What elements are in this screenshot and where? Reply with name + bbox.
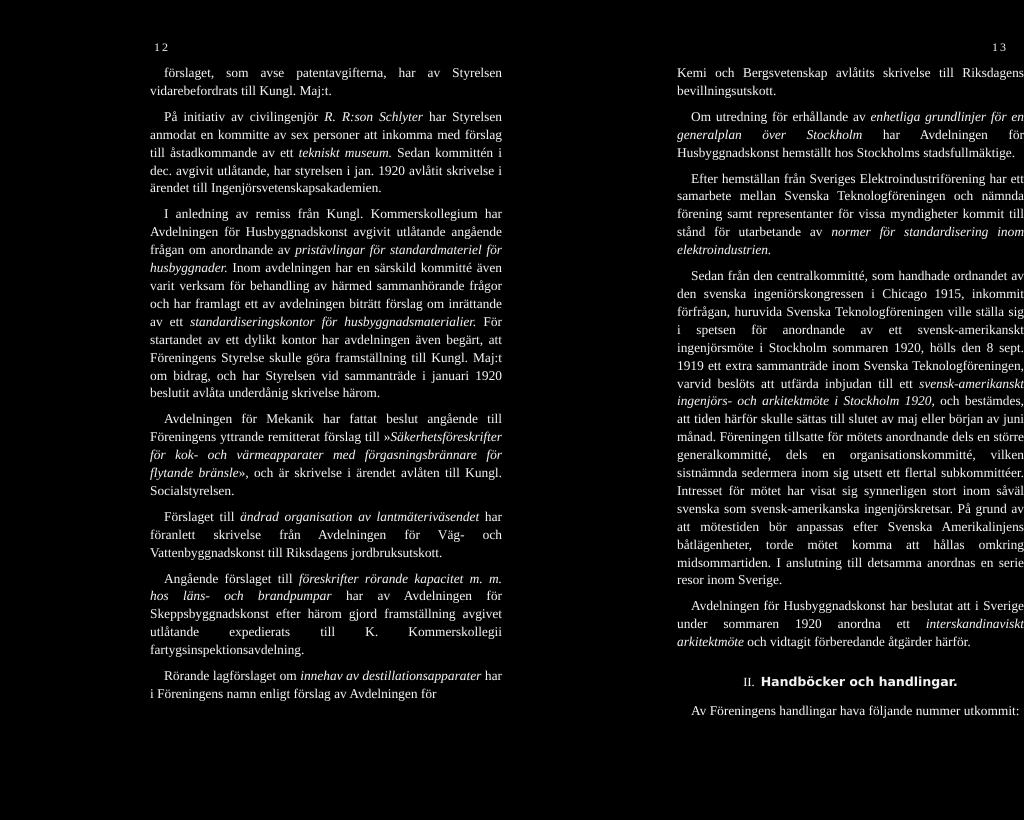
text-run: har av Avdelningen för Skeppsbyggnadskonst efter härom gjord framställning avgivet utlåtande expedierats till K. Kommerskollegii fartygsinspektionsavdelning. (150, 588, 502, 658)
page-number: 12 (154, 40, 170, 54)
text-run: I anledning av remiss från Kungl. Kommerskollegium har Avdelningen för Husbyggnadskonst avgivit utlåtande angående frågan om anordnande av (150, 206, 502, 258)
section-title: Handböcker och handlingar. (760, 674, 958, 690)
text-run: Avdelningen för Mekanik har fattat beslut angående till Föreningens yttrande remitterat förslag till » (150, 411, 502, 445)
italic-phrase: svensk-amerikanskt ingenjörs- och arkitektmöte i Stockholm 1920 (677, 375, 1024, 409)
text-run: förslaget, som avse patentavgifterna, har av Styrelsen vidarebefordrats till Kungl. Maj:t. (150, 65, 502, 98)
italic-phrase: pristävlingar för standardmateriel för husbyggnader. (150, 242, 502, 276)
paragraph (150, 108, 502, 198)
text-run: Efter hemställan från Sveriges Elektroindustriförening har ett samarbete mellan Svenska Teknologföreningen och nämnda förening samt representanter för vissa myndigheter kommit till stånd för utarbetande av (677, 170, 1024, 240)
paragraph (150, 205, 502, 402)
paragraph (150, 64, 502, 100)
page-number: 13 (992, 40, 1008, 54)
paragraph (677, 267, 1024, 589)
paragraph (677, 597, 1024, 651)
italic-phrase: normer för standardisering inom elektroindustrien. (677, 224, 1024, 258)
text-run: och vidtagit förberedande åtgärder härför. (743, 634, 971, 650)
text-run: Förslaget till (164, 508, 241, 524)
italic-phrase: Säkerhetsföreskrifter för kok- och värmeapparater med förgasningsbrännare för flytande bränsle (150, 429, 502, 481)
section-heading (677, 673, 1024, 692)
text-run: För startandet av ett dylikt kontor har avdelningen även begärt, att Föreningens Styrelse skulle göra framställning till Kungl. Maj:t om bidrag, och har Styrelsen vid sammanträde i januari 1920 beslutit avlåta underdånig skrivelse härom. (150, 313, 503, 401)
italic-phrase: interskandinaviskt arkitektmöte (677, 616, 1024, 650)
text-run: Sedan från den centralkommitté, som handhade ordnandet av den svenska ingeniörskongressen i Chicago 1915, inkommit förfrågan, huruvida Svenska Teknologföreningen ville ställa sig i spetsen för anordnande av ett svensk-amerikanskt ingenjörsmöte i Stockholm sommaren 1920, hölls den 8 sept. 1919 ett extra sammanträde inom Svenska Teknologföreningen, varvid beslöts att utfärda inbjudan till ett (677, 268, 1024, 391)
paragraph (150, 570, 502, 660)
text-run: », och är skrivelse i ärendet avlåten till Kungl. Socialstyrelsen. (150, 465, 502, 498)
right-page-text (677, 64, 1024, 728)
italic-phrase: innehav av destillationsapparater (300, 668, 482, 684)
paragraph (150, 508, 502, 562)
italic-phrase: standardiseringskontor för husbyggnadsmaterialier. (190, 313, 477, 329)
text-run: Om utredning för erhållande av (691, 108, 871, 124)
italic-phrase: enhetliga grundlinjer för en generalplan över Stockholm (677, 108, 1024, 142)
text-run: har Styrelsen anmodat en kommitte av sex personer att inkomma med förslag till åstadkommande av ett (150, 108, 502, 160)
paragraph (150, 410, 502, 500)
text-run: På initiativ av civilingenjör (164, 108, 325, 124)
paragraph: Av Föreningens handlingar hava följande nummer utkommit: (691, 703, 1020, 718)
text-run: Avdelningen för Husbyggnadskonst har beslutat att i Sverige under sommaren 1920 anordna ett (677, 598, 1024, 632)
text-run: , och bestämdes, att tiden härför skulle sättas till slutet av maj eller början av juni månad. Föreningen tillsatte för mötets anordnande dels en större generalkommitté, dels en organisationskommitté, vilken sistnämnda sedermera inom sig utsett ett flertal subkommittéer. Intresset för mötet har visat sig synnerligen stort inom såväl svenska som svensk-amerikanska ingenjörskretsar. På grund av att mötestiden bör anpassas efter Svenska Amerikalinjens båtlägenheter, torde mötet komma att hållas omkring midsommartiden. I anslutning till detsamma anordnas en serie resor inom Sverige. (677, 393, 1024, 588)
text-run: Angående förslaget till (164, 570, 299, 586)
section-number: II. (743, 675, 755, 690)
text-run: Inom avdelningen har en särskild kommitté även varit verksam för behandling av härmed sammanhörande frågor och har framlagt ett av avdelningen biträtt förslag om inrättande av ett (150, 260, 502, 329)
text-run: Sedan kommittén i dec. avgivit utlåtande, har styrelsen i jan. 1920 avlåtit skrivelse i ärendet till Ingenjörsvetenskapsakademien. (150, 144, 503, 196)
italic-phrase: R. R:son Schlyter (324, 108, 423, 124)
left-page-text (150, 64, 502, 711)
italic-phrase: ändrad organisation av lantmäteriväsendet (240, 508, 480, 524)
paragraph (677, 64, 1024, 100)
text-run: Kemi och Bergsvetenskap avlåtits skrivelse till Riksdagens bevillningsutskott. (677, 65, 1024, 98)
text-run: har Avdelningen för Husbyggnadskonst hemställt hos Stockholms stadsfullmäktige. (677, 126, 1024, 160)
italic-phrase: föreskrifter rörande kapacitet m. m. hos läns- och brandpumpar (150, 570, 502, 604)
paragraph (150, 667, 502, 703)
text-run: har i Föreningens namn enligt förslag av Avdelningen för (150, 668, 502, 701)
italic-phrase: tekniskt museum. (298, 144, 392, 160)
text-run: Rörande lagförslaget om (164, 668, 301, 684)
text-run: har föranlett skrivelse från Avdelningen för Väg- och Vattenbyggnadskonst till Riksdagens jordbruksutskott. (150, 508, 502, 560)
paragraph (677, 108, 1024, 162)
paragraph (677, 170, 1024, 260)
